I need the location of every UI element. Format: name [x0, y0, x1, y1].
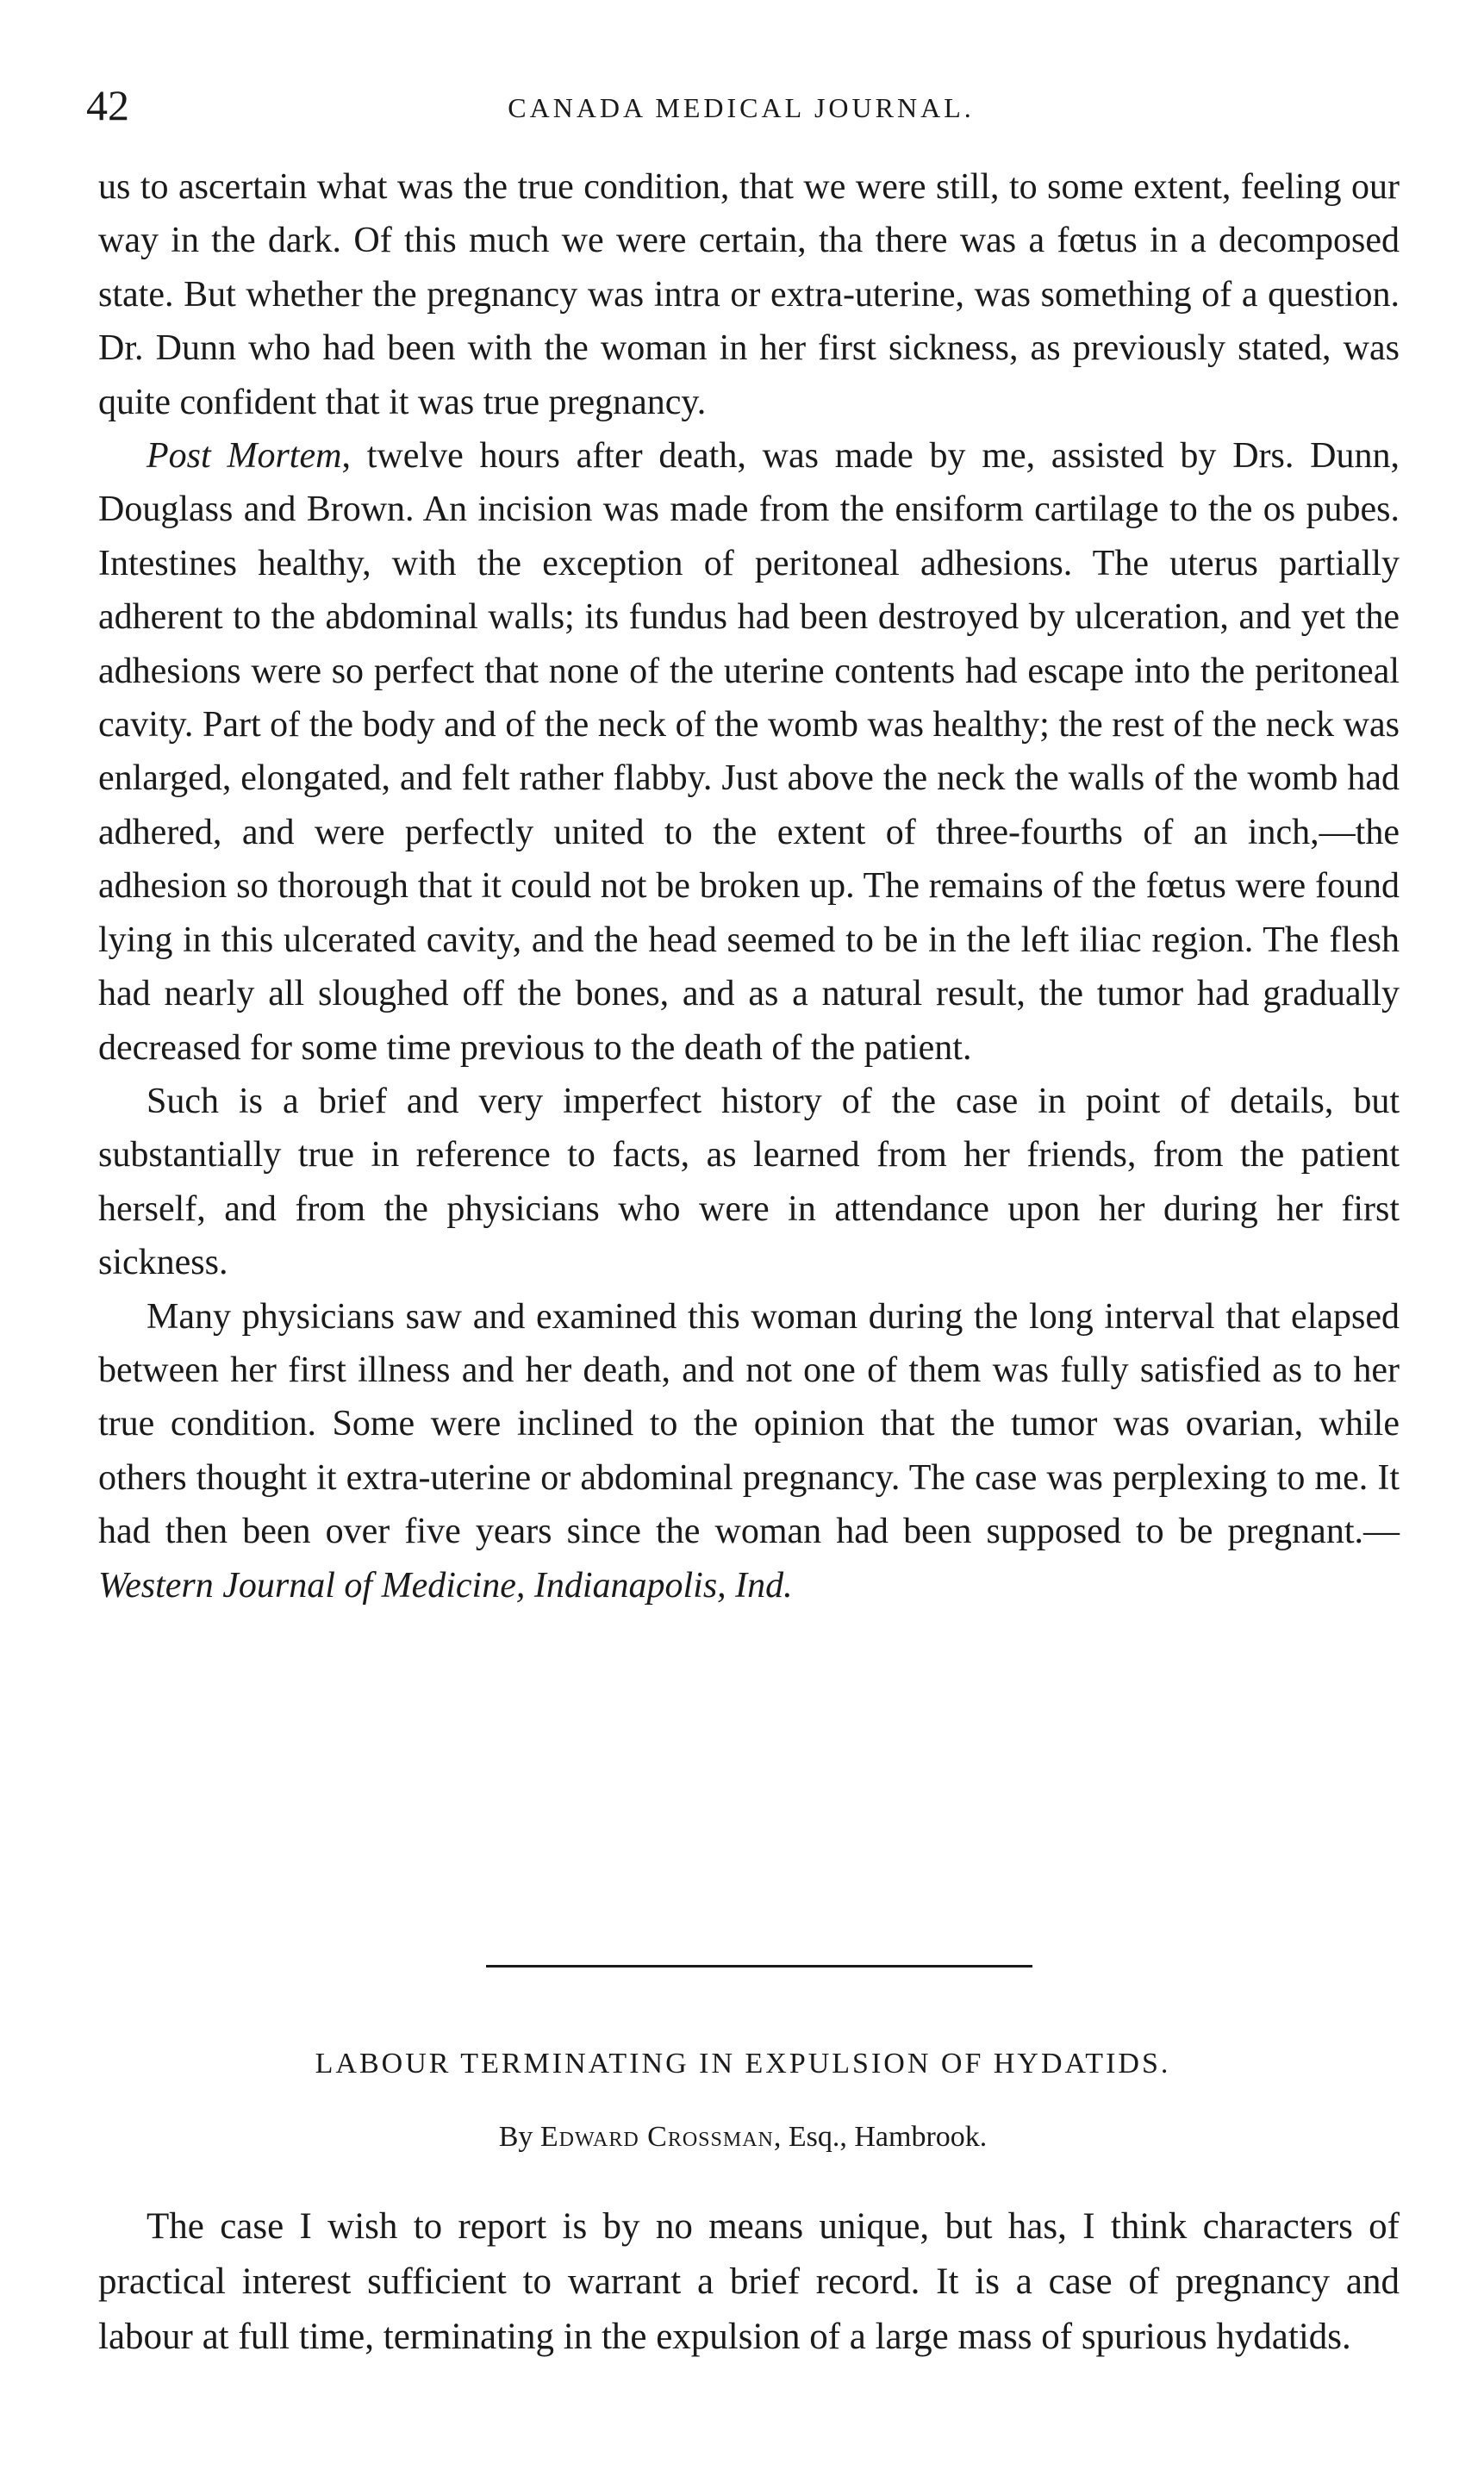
section-divider: [486, 1965, 1032, 1968]
paragraph: [98, 1075, 1400, 1290]
running-head: [86, 79, 1396, 131]
source-citation: Western Journal of Medicine, Indianapolis, Ind.: [98, 1565, 793, 1606]
article-body: [98, 2199, 1400, 2365]
article-continuation: [98, 160, 1400, 1612]
paragraph: [98, 160, 1400, 429]
paragraph-text: , twelve hours after death, was made by me, assisted by Drs. Dunn, Douglass and Brown. An incision was made from the ensiform cartilage to the os pubes. Intestines healthy, with the exception of peritoneal adhesions. The uterus partially adherent to the abdominal walls; its fundus had been destroyed by ulceration, and yet the adhesions were so perfect that none of the uterine contents had escape into the peritoneal cavity. Part of the body and of the neck of the womb was healthy; the rest of the neck was enlarged, elongated, and felt rather flabby. Just above the neck the walls of the womb had adhered, and were perfectly united to the extent of three-fourths of an inch,—the adhesion so thorough that it could not be broken up. The remains of the fœtus were found lying in this ulcerated cavity, and the head seemed to be in the left iliac region. The flesh had nearly all sloughed off the bones, and as a natural result, the tumor had gradually decreased for some time previous to the death of the patient.: [98, 436, 1400, 1068]
paragraph: [98, 2199, 1400, 2365]
paragraph-text: Many physicians saw and examined this woman during the long interval that elapsed between her first illness and her death, and not one of them was fully satisfied as to her true condition. Some were inclined to the opinion that the tumor was ovarian, while others thought it extra-uterine or abdominal pregnancy. The case was perplexing to me. It had then been over five years since the woman had been supposed to be pregnant.—: [98, 1296, 1400, 1552]
paragraph-text: Such is a brief and very imperfect history of the case in point of details, but substantially true in reference to facts, as learned from her friends, from the patient herself, and from the physicians who were in attendance upon her during her first sickness.: [98, 1081, 1400, 1283]
byline-suffix: , Esq., Hambrook.: [773, 2121, 988, 2153]
paragraph: [98, 1290, 1400, 1612]
byline: [86, 2116, 1400, 2159]
article-title: LABOUR TERMINATING IN EXPULSION OF HYDATIDS.: [315, 2048, 1171, 2080]
paragraph-italic-text: Post Mortem: [147, 436, 342, 477]
author-name: Edward Crossman: [539, 2121, 774, 2153]
paragraph-text: The case I wish to report is by no means unique, but has, I think characters of practical interest sufficient to warrant a brief record. It is a case of pregnancy and labour at full time, terminating in the expulsion of a large mass of spurious hydatids.: [98, 2206, 1400, 2357]
paragraph-text: us to ascertain what was the true condition, that we were still, to some extent, feeling our way in the dark. Of this much we were certain, tha there was a fœtus in a decomposed state. But whether the pregnancy was intra or extra-uterine, was something of a question. Dr. Dunn who had been with the woman in her first sickness, as previously stated, was quite confident that it was true pregnancy.: [98, 167, 1400, 422]
paragraph: [98, 429, 1400, 1075]
page-number: 42: [86, 81, 129, 129]
journal-title: CANADA MEDICAL JOURNAL.: [508, 92, 975, 123]
byline-prefix: By: [498, 2121, 540, 2153]
